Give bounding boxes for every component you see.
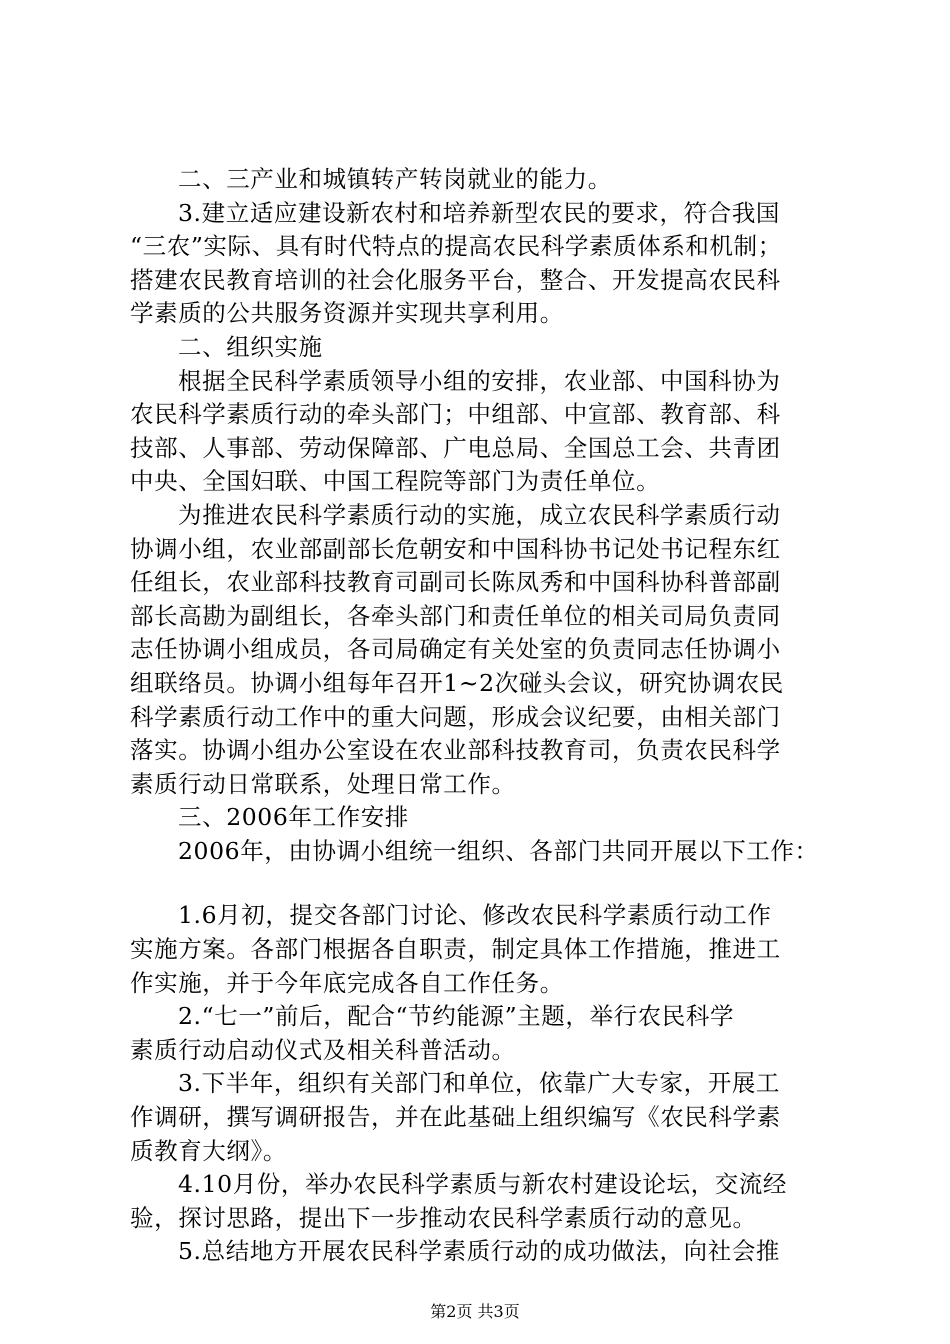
- text-line: 质教育大纲》。: [130, 1136, 287, 1165]
- text-line: 二、组织实施: [178, 332, 323, 361]
- text-line: 2.“七一”前后，配合“节约能源”主题，举行农民科学: [178, 1002, 735, 1031]
- text-line: 搭建农民教育培训的社会化服务平台，整合、开发提高农民科: [130, 265, 781, 294]
- text-line: 落实。协调小组办公室设在农业部科技教育司，负责农民科学: [130, 736, 781, 765]
- text-line: 实施方案。各部门根据各自职责，制定具体工作措施，推进工: [130, 935, 781, 964]
- text-line: 技部、人事部、劳动保障部、广电总局、全国总工会、共青团: [130, 433, 781, 462]
- text-line: 农民科学素质行动的牵头部门；中组部、中宣部、教育部、科: [130, 400, 781, 429]
- text-line: 4.10月份，举办农民科学素质与新农村建设论坛，交流经: [178, 1170, 788, 1199]
- text-line: 协调小组，农业部副部长危朝安和中国科协书记处书记程东红: [130, 534, 781, 563]
- text-line: 3.建立适应建设新农村和培养新型农民的要求，符合我国: [178, 198, 781, 227]
- text-line: 组联络员。协调小组每年召开1~2次碰头会议，研究协调农民: [130, 668, 784, 697]
- text-line: 根据全民科学素质领导小组的安排，农业部、中国科协为: [178, 366, 781, 395]
- text-line: 中央、全国妇联、中国工程院等部门为责任单位。: [130, 467, 661, 496]
- text-line: “三农”实际、具有时代特点的提高农民科学素质体系和机制；: [130, 232, 782, 261]
- text-line: 作实施，并于今年底完成各自工作任务。: [130, 968, 564, 997]
- page-footer: 第2页 共3页: [430, 1302, 520, 1321]
- text-line: 部长高勘为副组长，各牵头部门和责任单位的相关司局负责同: [130, 601, 781, 630]
- text-line: 任组长，农业部科技教育司副司长陈凤秀和中国科协科普部副: [130, 568, 781, 597]
- text-line: 素质行动启动仪式及相关科普活动。: [130, 1035, 516, 1064]
- text-line: 二、三产业和城镇转产转岗就业的能力。: [178, 165, 612, 193]
- text-line: 1.6月初，提交各部门讨论、修改农民科学素质行动工作: [178, 901, 772, 930]
- text-line: 5.总结地方开展农民科学素质行动的成功做法，向社会推: [178, 1237, 781, 1266]
- text-line: 为推进农民科学素质行动的实施，成立农民科学素质行动: [178, 500, 781, 529]
- text-line: 学素质的公共服务资源并实现共享利用。: [130, 299, 564, 328]
- text-line: 3.下半年，组织有关部门和单位，依靠广大专家，开展工: [178, 1069, 781, 1098]
- text-line: 三、2006年工作安排: [178, 803, 409, 832]
- text-line: 科学素质行动工作中的重大问题，形成会议纪要，由相关部门: [130, 702, 781, 731]
- text-line: 素质行动日常联系，处理日常工作。: [130, 769, 516, 798]
- text-line: 作调研，撰写调研报告，并在此基础上组织编写《农民科学素: [130, 1103, 781, 1132]
- document-body: [130, 163, 830, 1269]
- text-line: 志任协调小组成员，各司局确定有关处室的负责同志任协调小: [130, 635, 781, 664]
- text-line: 2006年，由协调小组统一组织、各部门共同开展以下工作：: [178, 836, 819, 865]
- text-line: 验，探讨思路，提出下一步推动农民科学素质行动的意见。: [130, 1203, 757, 1232]
- blank-line: [130, 868, 830, 899]
